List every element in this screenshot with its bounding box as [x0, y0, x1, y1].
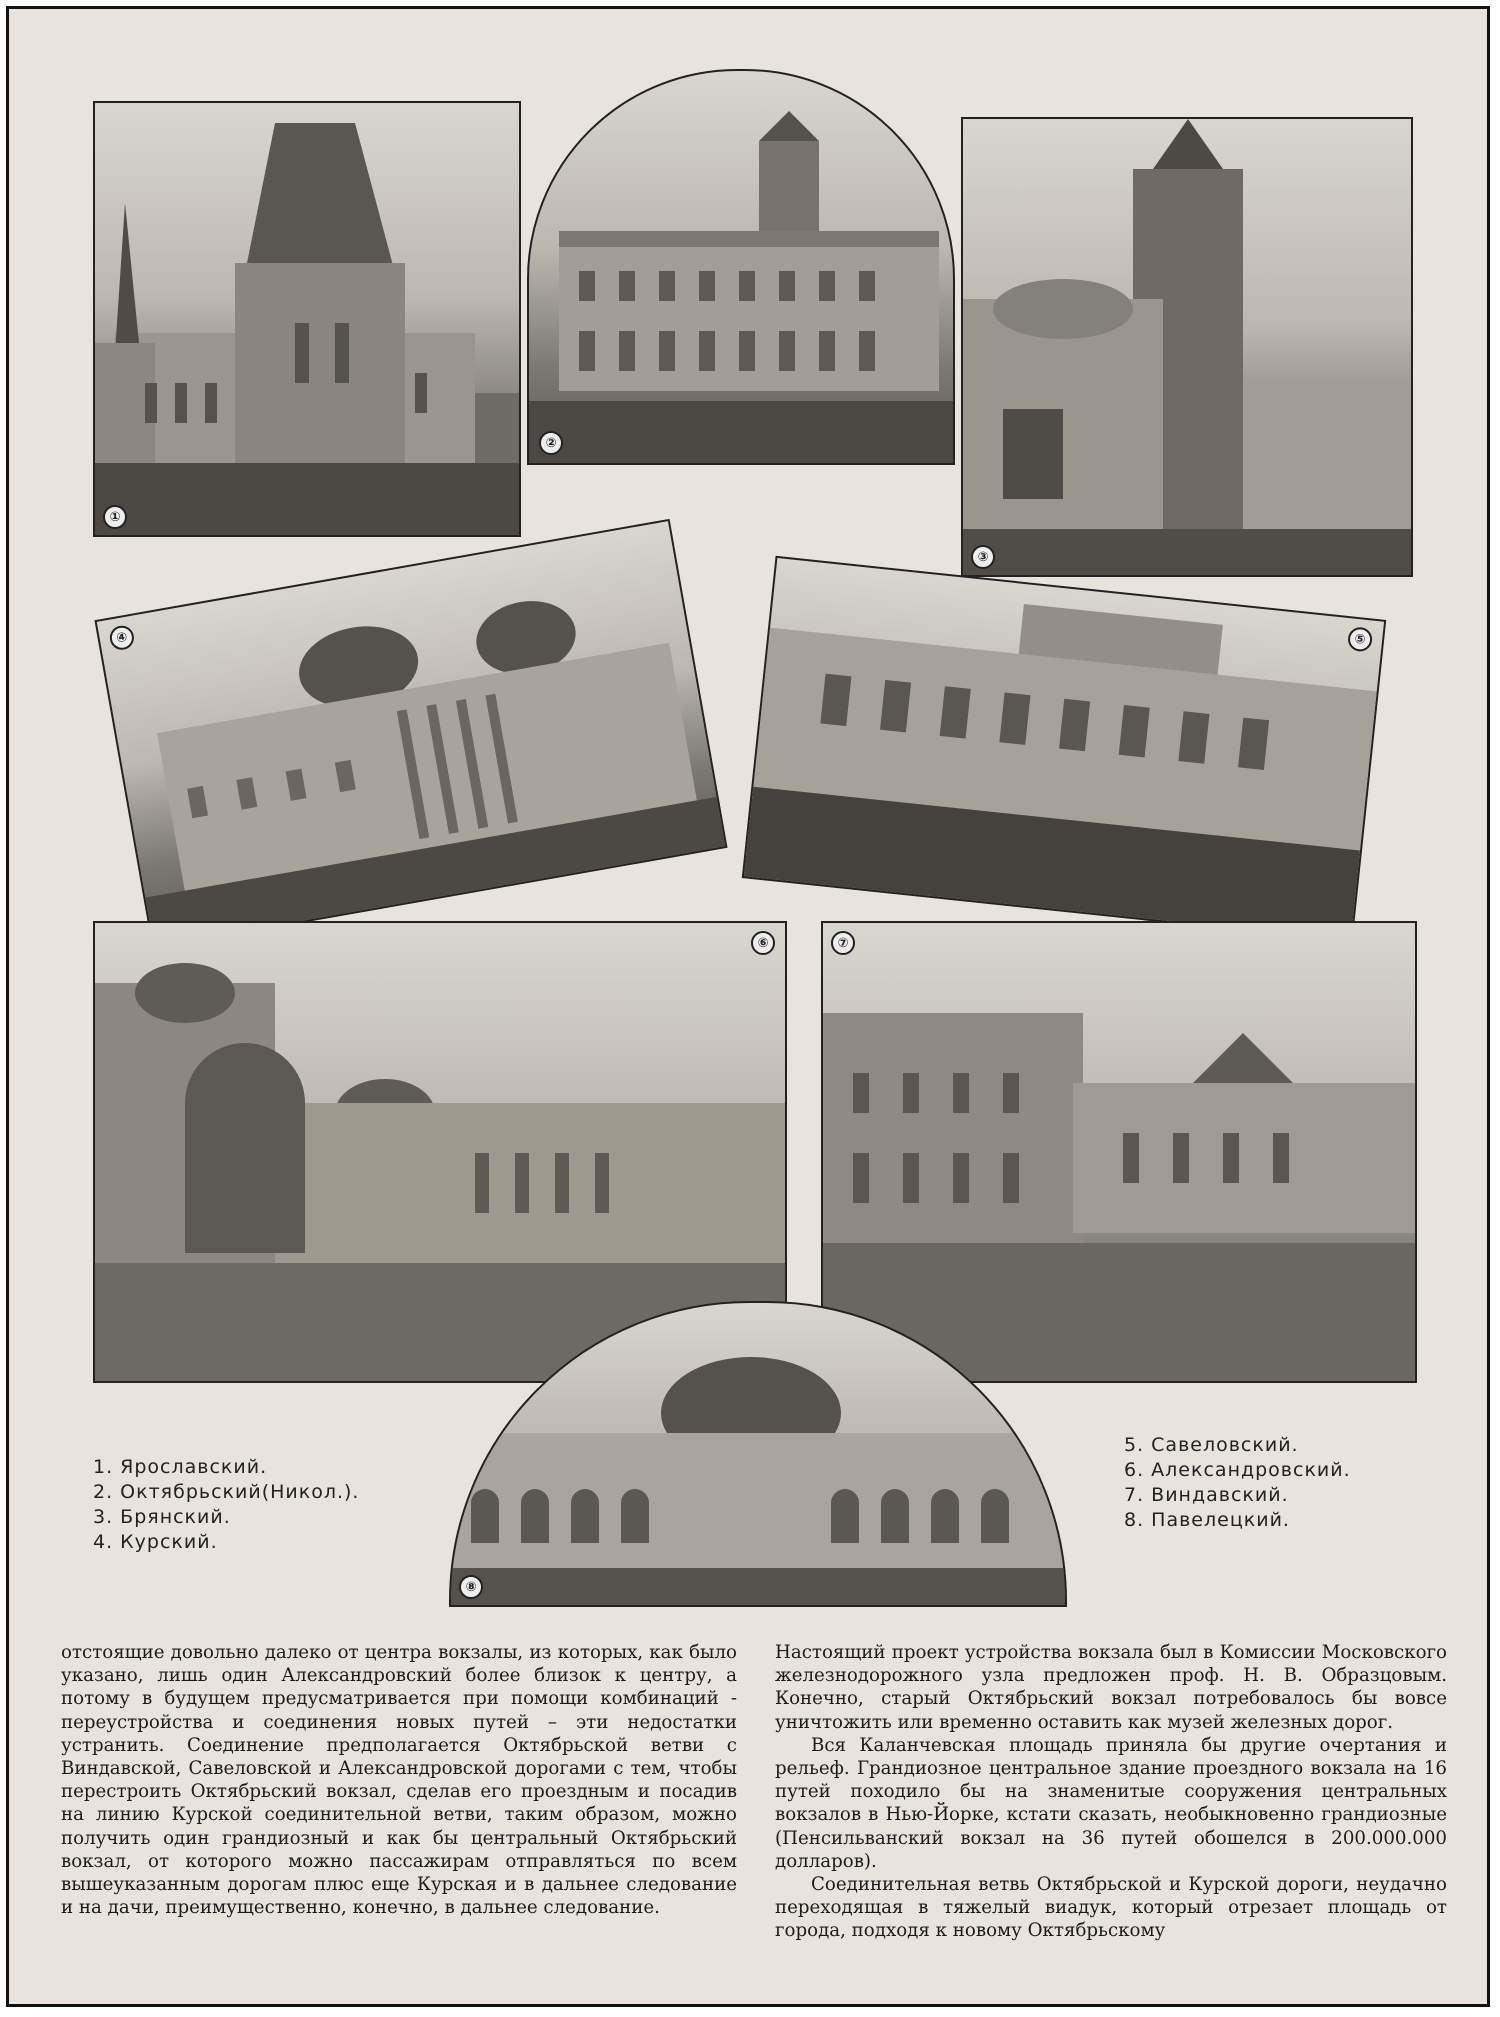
photo-savelovsky-station	[742, 556, 1387, 942]
legend-item: 2. Октябрьский(Никол.).	[93, 1481, 360, 1503]
photo-yaroslavsky-station	[93, 101, 521, 537]
legend-item: 8. Павелецкий.	[1124, 1509, 1290, 1531]
legend-left	[93, 1455, 359, 1555]
legend-item: 7. Виндавский.	[1124, 1484, 1289, 1506]
article-paragraph: Настоящий проект устройства вокзала был в Комиссии Московского железнодорожного узла предложен проф. Н. В. Образцовым. Конечно, старый Октябрьский вокзал потребовалось бы вовсе уничтожить или временно оставить как музей железных дорог.	[775, 1642, 1447, 1733]
photo-number-badge: ①	[103, 505, 127, 529]
station-illustration	[963, 119, 1411, 575]
photo-oktyabrsky-station	[527, 69, 955, 465]
legend-right	[1124, 1433, 1351, 1533]
station-illustration	[97, 521, 725, 947]
photo-number-badge: ⑥	[751, 931, 775, 955]
article-paragraph: отстоящие довольно далеко от центра вокзалы, из которых, как было указано, лишь один Александровский более близок к центру, а потому в будущем предусматривается при помощи комбинаций - переустройства и соединения новых путей – эти недостатки устранить. Соединение предполагается Октябрьской ветви с Виндавской, Савеловской и Александровской дорогами с тем, чтобы перестроить Октябрьский вокзал, сделав его проездным и посадив на линию Курской соединительной ветви, таким образом, можно получить один грандиозный и как бы центральный Октябрьский вокзал, от которого можно пассажирам отправляться по всем вышеуказанным дорогам плюс еще Курская и в дальнее следование и на дачи, преимущественно, конечно, в дальнее следование.	[61, 1642, 737, 1919]
magazine-page	[6, 6, 1490, 2007]
station-illustration	[529, 71, 953, 463]
photo-paveletsky-station	[449, 1301, 1067, 1607]
legend-item: 6. Александровский.	[1124, 1459, 1351, 1481]
station-illustration	[95, 103, 519, 535]
photo-kursky-station	[94, 519, 727, 949]
legend-item: 1. Ярославский.	[93, 1456, 268, 1478]
station-illustration	[744, 558, 1384, 940]
photo-number-badge: ③	[971, 545, 995, 569]
article-paragraph: Соединительная ветвь Октябрьской и Курской дороги, неудачно переходящая в тяжелый виадук, который отрезает площадь от города, подходя к новому Октябрьскому	[775, 1874, 1447, 1942]
photo-number-badge: ⑦	[831, 931, 855, 955]
photo-number-badge: ②	[539, 431, 563, 455]
legend-item: 3. Брянский.	[93, 1506, 231, 1528]
photo-number-badge: ⑧	[459, 1575, 483, 1599]
article-paragraph: Вся Каланчевская площадь приняла бы другие очертания и рельеф. Грандиозное центральное здание проездного вокзала на 16 путей походило бы на знаменитые сооружения центральных вокзалов в Нью-Йорке, кстати сказать, необыкновенно грандиозные (Пенсильванский вокзал на 36 путей обошелся в 200.000.000 долларов).	[775, 1734, 1447, 1872]
legend-item: 4. Курский.	[93, 1531, 218, 1553]
article-left-column	[61, 1641, 737, 1919]
photo-bryansky-station	[961, 117, 1413, 577]
station-illustration	[451, 1303, 1065, 1605]
photo-number-badge: ④	[108, 624, 136, 652]
legend-item: 5. Савеловский.	[1124, 1434, 1299, 1456]
photo-number-badge: ⑤	[1347, 626, 1373, 652]
article-right-column	[775, 1641, 1447, 1943]
